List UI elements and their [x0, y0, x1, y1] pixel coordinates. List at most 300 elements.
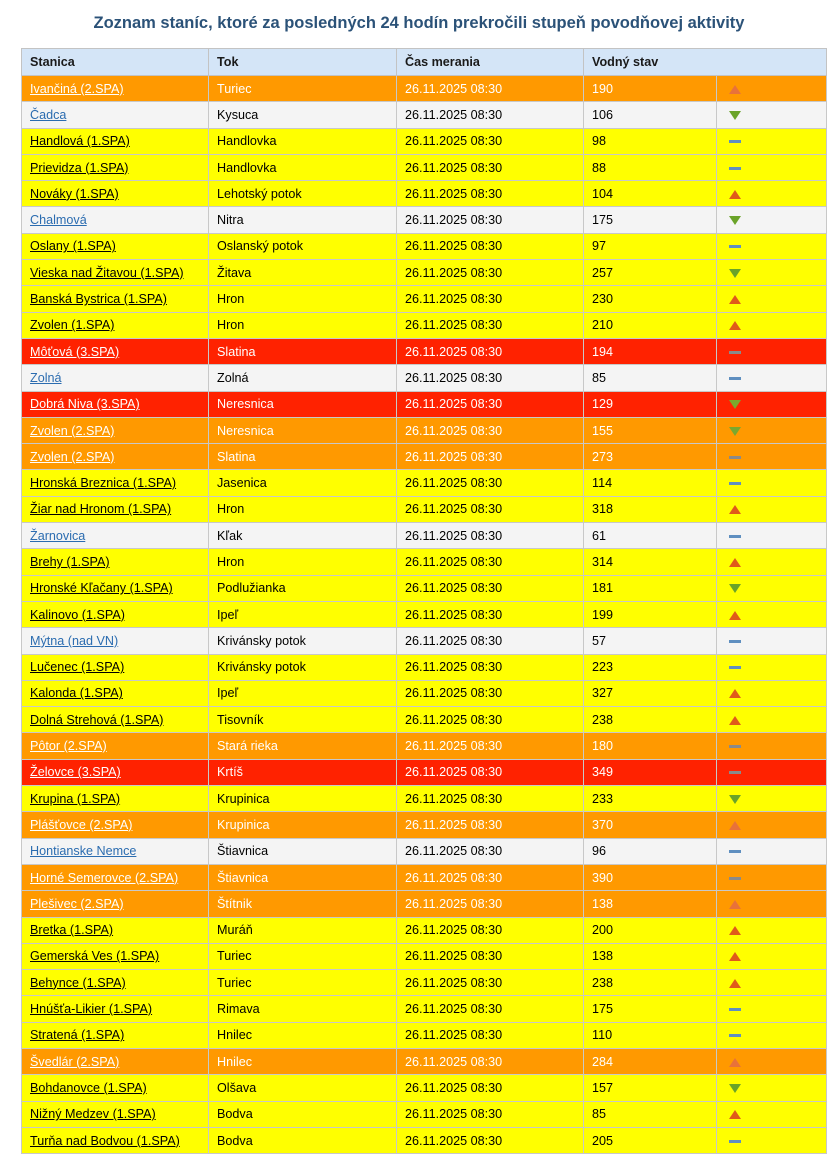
trend-cell [717, 891, 827, 917]
level-cell: 98 [584, 128, 717, 154]
river-cell: Handlovka [209, 128, 397, 154]
trend-cell [717, 549, 827, 575]
trend-up-icon [729, 295, 741, 304]
level-cell: 190 [584, 76, 717, 102]
station-link[interactable]: Plášťovce (2.SPA) [30, 817, 133, 832]
trend-up-icon [729, 979, 741, 988]
level-cell: 181 [584, 575, 717, 601]
trend-flat-icon [729, 1140, 741, 1143]
table-row [22, 733, 827, 759]
station-link[interactable]: Želovce (3.SPA) [30, 765, 121, 780]
river-cell: Turiec [209, 943, 397, 969]
river-cell: Slatina [209, 444, 397, 470]
table-row [22, 496, 827, 522]
level-cell: 210 [584, 312, 717, 338]
table-row [22, 391, 827, 417]
trend-up-icon [729, 900, 741, 909]
level-cell: 284 [584, 1048, 717, 1074]
table-row [22, 680, 827, 706]
station-cell [22, 444, 209, 470]
river-cell: Stará rieka [209, 733, 397, 759]
time-cell: 26.11.2025 08:30 [397, 654, 584, 680]
level-cell: 180 [584, 733, 717, 759]
river-cell: Turiec [209, 76, 397, 102]
station-cell [22, 286, 209, 312]
trend-cell [717, 654, 827, 680]
time-cell: 26.11.2025 08:30 [397, 1022, 584, 1048]
station-cell [22, 76, 209, 102]
river-cell: Kľak [209, 523, 397, 549]
table-row [22, 1048, 827, 1074]
table-row [22, 628, 827, 654]
station-cell [22, 207, 209, 233]
river-cell: Turiec [209, 970, 397, 996]
station-link[interactable]: Ivančiná (2.SPA) [30, 81, 124, 96]
station-cell [22, 917, 209, 943]
station-link[interactable]: Hontianske Nemce [30, 844, 137, 859]
table-row [22, 970, 827, 996]
trend-cell [717, 260, 827, 286]
table-row [22, 207, 827, 233]
level-cell: 97 [584, 233, 717, 259]
time-cell: 26.11.2025 08:30 [397, 207, 584, 233]
table-row [22, 76, 827, 102]
time-cell: 26.11.2025 08:30 [397, 181, 584, 207]
station-cell [22, 523, 209, 549]
time-cell: 26.11.2025 08:30 [397, 365, 584, 391]
trend-cell [717, 680, 827, 706]
table-row [22, 286, 827, 312]
column-header-station[interactable]: Stanica [22, 49, 209, 76]
station-cell [22, 891, 209, 917]
table-row [22, 260, 827, 286]
river-cell: Rimava [209, 996, 397, 1022]
trend-up-icon [729, 1058, 741, 1067]
river-cell: Bodva [209, 1101, 397, 1127]
station-cell [22, 338, 209, 364]
station-link[interactable]: Kalinovo (1.SPA) [30, 607, 125, 622]
level-cell: 138 [584, 943, 717, 969]
river-cell: Podlužianka [209, 575, 397, 601]
time-cell: 26.11.2025 08:30 [397, 891, 584, 917]
trend-cell [717, 1127, 827, 1153]
trend-cell [717, 391, 827, 417]
level-cell: 104 [584, 181, 717, 207]
trend-down-icon [729, 400, 741, 409]
column-header-river[interactable]: Tok [209, 49, 397, 76]
time-cell: 26.11.2025 08:30 [397, 917, 584, 943]
trend-up-icon [729, 321, 741, 330]
time-cell: 26.11.2025 08:30 [397, 338, 584, 364]
station-cell [22, 260, 209, 286]
station-cell [22, 1075, 209, 1101]
level-cell: 349 [584, 759, 717, 785]
station-link[interactable]: Zolná [30, 370, 62, 385]
trend-down-icon [729, 795, 741, 804]
trend-cell [717, 601, 827, 627]
time-cell: 26.11.2025 08:30 [397, 286, 584, 312]
table-row [22, 1075, 827, 1101]
station-link[interactable]: Pôtor (2.SPA) [30, 739, 107, 754]
river-cell: Hron [209, 286, 397, 312]
station-cell [22, 759, 209, 785]
station-link[interactable]: Turňa nad Bodvou (1.SPA) [30, 1133, 180, 1148]
station-cell [22, 601, 209, 627]
station-link[interactable]: Brehy (1.SPA) [30, 554, 110, 569]
time-cell: 26.11.2025 08:30 [397, 1101, 584, 1127]
time-cell: 26.11.2025 08:30 [397, 260, 584, 286]
table-row [22, 707, 827, 733]
trend-cell [717, 496, 827, 522]
river-cell: Krtíš [209, 759, 397, 785]
time-cell: 26.11.2025 08:30 [397, 391, 584, 417]
station-link[interactable]: Bohdanovce (1.SPA) [30, 1080, 147, 1095]
river-cell: Kysuca [209, 102, 397, 128]
time-cell: 26.11.2025 08:30 [397, 759, 584, 785]
level-cell: 238 [584, 970, 717, 996]
station-link[interactable]: Plešivec (2.SPA) [30, 896, 124, 911]
table-row [22, 891, 827, 917]
level-cell: 314 [584, 549, 717, 575]
station-cell [22, 864, 209, 890]
station-link[interactable]: Nováky (1.SPA) [30, 186, 119, 201]
trend-cell [717, 1101, 827, 1127]
table-row [22, 575, 827, 601]
trend-cell [717, 1022, 827, 1048]
station-link[interactable]: Krupina (1.SPA) [30, 791, 121, 806]
station-cell [22, 417, 209, 443]
level-cell: 157 [584, 1075, 717, 1101]
station-link[interactable]: Dobrá Niva (3.SPA) [30, 397, 140, 412]
time-cell: 26.11.2025 08:30 [397, 102, 584, 128]
trend-down-icon [729, 584, 741, 593]
river-cell: Hron [209, 312, 397, 338]
level-cell: 199 [584, 601, 717, 627]
trend-up-icon [729, 505, 741, 514]
station-cell [22, 786, 209, 812]
trend-cell [717, 181, 827, 207]
trend-flat-icon [729, 640, 741, 643]
station-link[interactable]: Dolná Strehová (1.SPA) [30, 712, 164, 727]
level-cell: 85 [584, 1101, 717, 1127]
trend-flat-icon [729, 535, 741, 538]
station-cell [22, 680, 209, 706]
station-cell [22, 233, 209, 259]
trend-cell [717, 523, 827, 549]
trend-flat-icon [729, 377, 741, 380]
time-cell: 26.11.2025 08:30 [397, 154, 584, 180]
table-row [22, 838, 827, 864]
station-link[interactable]: Handlová (1.SPA) [30, 134, 130, 149]
time-cell: 26.11.2025 08:30 [397, 996, 584, 1022]
time-cell: 26.11.2025 08:30 [397, 1127, 584, 1153]
station-cell [22, 628, 209, 654]
station-link[interactable]: Hronské Kľačany (1.SPA) [30, 581, 173, 596]
station-cell [22, 312, 209, 338]
station-cell [22, 943, 209, 969]
trend-cell [717, 417, 827, 443]
time-cell: 26.11.2025 08:30 [397, 943, 584, 969]
river-cell: Neresnica [209, 391, 397, 417]
trend-flat-icon [729, 666, 741, 669]
level-cell: 273 [584, 444, 717, 470]
time-cell: 26.11.2025 08:30 [397, 233, 584, 259]
trend-cell [717, 128, 827, 154]
station-link[interactable]: Zvolen (1.SPA) [30, 318, 115, 333]
river-cell: Nitra [209, 207, 397, 233]
table-row [22, 917, 827, 943]
station-cell [22, 575, 209, 601]
table-row [22, 996, 827, 1022]
station-link[interactable]: Gemerská Ves (1.SPA) [30, 949, 160, 964]
station-link[interactable]: Môťová (3.SPA) [30, 344, 120, 359]
river-cell: Krivánsky potok [209, 628, 397, 654]
station-link[interactable]: Prievidza (1.SPA) [30, 160, 129, 175]
river-cell: Hnilec [209, 1022, 397, 1048]
river-cell: Krivánsky potok [209, 654, 397, 680]
trend-flat-icon [729, 245, 741, 248]
table-row [22, 128, 827, 154]
river-cell: Muráň [209, 917, 397, 943]
station-cell [22, 812, 209, 838]
table-row [22, 312, 827, 338]
level-cell: 106 [584, 102, 717, 128]
station-link[interactable]: Hnúšťa-Likier (1.SPA) [30, 1002, 153, 1017]
trend-up-icon [729, 558, 741, 567]
river-cell: Neresnica [209, 417, 397, 443]
time-cell: 26.11.2025 08:30 [397, 76, 584, 102]
station-link[interactable]: Bretka (1.SPA) [30, 923, 114, 938]
trend-cell [717, 970, 827, 996]
trend-flat-icon [729, 456, 741, 459]
table-row [22, 759, 827, 785]
trend-cell [717, 312, 827, 338]
trend-up-icon [729, 716, 741, 725]
level-cell: 138 [584, 891, 717, 917]
trend-down-icon [729, 269, 741, 278]
table-row [22, 365, 827, 391]
time-cell: 26.11.2025 08:30 [397, 838, 584, 864]
station-cell [22, 470, 209, 496]
river-cell: Hnilec [209, 1048, 397, 1074]
trend-flat-icon [729, 482, 741, 485]
river-cell: Lehotský potok [209, 181, 397, 207]
time-cell: 26.11.2025 08:30 [397, 628, 584, 654]
table-row [22, 943, 827, 969]
station-cell [22, 707, 209, 733]
river-cell: Štiavnica [209, 838, 397, 864]
trend-flat-icon [729, 1008, 741, 1011]
time-cell: 26.11.2025 08:30 [397, 312, 584, 338]
time-cell: 26.11.2025 08:30 [397, 444, 584, 470]
trend-cell [717, 864, 827, 890]
river-cell: Ipeľ [209, 680, 397, 706]
river-cell: Žitava [209, 260, 397, 286]
time-cell: 26.11.2025 08:30 [397, 128, 584, 154]
time-cell: 26.11.2025 08:30 [397, 575, 584, 601]
table-row [22, 654, 827, 680]
river-cell: Bodva [209, 1127, 397, 1153]
level-cell: 327 [584, 680, 717, 706]
level-cell: 96 [584, 838, 717, 864]
river-cell: Ipeľ [209, 601, 397, 627]
station-link[interactable]: Vieska nad Žitavou (1.SPA) [30, 265, 184, 280]
station-cell [22, 391, 209, 417]
trend-cell [717, 733, 827, 759]
table-row [22, 549, 827, 575]
station-link[interactable]: Žarnovica [30, 528, 86, 543]
river-cell: Hron [209, 496, 397, 522]
trend-down-icon [729, 1084, 741, 1093]
trend-up-icon [729, 689, 741, 698]
river-cell: Jasenica [209, 470, 397, 496]
station-cell [22, 838, 209, 864]
river-cell: Handlovka [209, 154, 397, 180]
table-row [22, 233, 827, 259]
trend-flat-icon [729, 850, 741, 853]
river-cell: Štítnik [209, 891, 397, 917]
time-cell: 26.11.2025 08:30 [397, 864, 584, 890]
time-cell: 26.11.2025 08:30 [397, 970, 584, 996]
river-cell: Krupinica [209, 812, 397, 838]
station-link[interactable]: Zvolen (2.SPA) [30, 449, 115, 464]
river-cell: Zolná [209, 365, 397, 391]
trend-cell [717, 1048, 827, 1074]
time-cell: 26.11.2025 08:30 [397, 812, 584, 838]
station-cell [22, 1127, 209, 1153]
station-link[interactable]: Oslany (1.SPA) [30, 239, 116, 254]
station-cell [22, 733, 209, 759]
station-link[interactable]: Banská Bystrica (1.SPA) [30, 292, 167, 307]
river-cell: Olšava [209, 1075, 397, 1101]
column-header-level[interactable]: Vodný stav [584, 49, 827, 76]
trend-cell [717, 233, 827, 259]
level-cell: 390 [584, 864, 717, 890]
trend-cell [717, 365, 827, 391]
level-cell: 257 [584, 260, 717, 286]
trend-down-icon [729, 111, 741, 120]
level-cell: 110 [584, 1022, 717, 1048]
time-cell: 26.11.2025 08:30 [397, 1075, 584, 1101]
trend-flat-icon [729, 1034, 741, 1037]
station-link[interactable]: Stratená (1.SPA) [30, 1028, 125, 1043]
station-link[interactable]: Švedlár (2.SPA) [30, 1054, 120, 1069]
trend-down-icon [729, 427, 741, 436]
trend-down-icon [729, 216, 741, 225]
river-cell: Tisovník [209, 707, 397, 733]
trend-cell [717, 154, 827, 180]
trend-cell [717, 943, 827, 969]
table-row [22, 864, 827, 890]
station-link[interactable]: Lučenec (1.SPA) [30, 660, 125, 675]
river-cell: Krupinica [209, 786, 397, 812]
time-cell: 26.11.2025 08:30 [397, 680, 584, 706]
trend-cell [717, 759, 827, 785]
trend-cell [717, 838, 827, 864]
station-link[interactable]: Horné Semerovce (2.SPA) [30, 870, 179, 885]
trend-cell [717, 707, 827, 733]
trend-flat-icon [729, 771, 741, 774]
table-row [22, 444, 827, 470]
station-cell [22, 496, 209, 522]
river-cell: Slatina [209, 338, 397, 364]
station-link[interactable]: Nižný Medzev (1.SPA) [30, 1107, 156, 1122]
station-cell [22, 365, 209, 391]
station-link[interactable]: Kalonda (1.SPA) [30, 686, 123, 701]
table-row [22, 601, 827, 627]
trend-cell [717, 444, 827, 470]
table-row [22, 417, 827, 443]
station-link[interactable]: Mýtna (nad VN) [30, 633, 119, 648]
level-cell: 88 [584, 154, 717, 180]
time-cell: 26.11.2025 08:30 [397, 733, 584, 759]
level-cell: 175 [584, 207, 717, 233]
level-cell: 61 [584, 523, 717, 549]
column-header-time[interactable]: Čas merania [397, 49, 584, 76]
trend-flat-icon [729, 351, 741, 354]
trend-cell [717, 996, 827, 1022]
station-link[interactable]: Zvolen (2.SPA) [30, 423, 115, 438]
table-header-row [22, 49, 827, 76]
station-link[interactable]: Hronská Breznica (1.SPA) [30, 476, 177, 491]
table-row [22, 338, 827, 364]
river-cell: Hron [209, 549, 397, 575]
trend-cell [717, 812, 827, 838]
station-cell [22, 1022, 209, 1048]
trend-flat-icon [729, 745, 741, 748]
level-cell: 230 [584, 286, 717, 312]
level-cell: 318 [584, 496, 717, 522]
trend-cell [717, 470, 827, 496]
station-cell [22, 996, 209, 1022]
trend-up-icon [729, 952, 741, 961]
trend-up-icon [729, 611, 741, 620]
time-cell: 26.11.2025 08:30 [397, 470, 584, 496]
trend-cell [717, 786, 827, 812]
station-link[interactable]: Čadca [30, 107, 67, 122]
table-row [22, 470, 827, 496]
level-cell: 200 [584, 917, 717, 943]
station-link[interactable]: Chalmová [30, 213, 87, 228]
trend-cell [717, 575, 827, 601]
station-cell [22, 1101, 209, 1127]
table-row [22, 1127, 827, 1153]
level-cell: 370 [584, 812, 717, 838]
trend-flat-icon [729, 877, 741, 880]
trend-cell [717, 207, 827, 233]
trend-up-icon [729, 190, 741, 199]
table-row [22, 102, 827, 128]
trend-up-icon [729, 1110, 741, 1119]
page-title: Zoznam staníc, ktoré za posledných 24 hodín prekročili stupeň povodňovej aktivity [93, 14, 745, 32]
level-cell: 233 [584, 786, 717, 812]
station-cell [22, 181, 209, 207]
station-cell [22, 1048, 209, 1074]
level-cell: 223 [584, 654, 717, 680]
time-cell: 26.11.2025 08:30 [397, 523, 584, 549]
table-row [22, 812, 827, 838]
river-cell: Štiavnica [209, 864, 397, 890]
station-link[interactable]: Behynce (1.SPA) [30, 975, 126, 990]
trend-cell [717, 628, 827, 654]
time-cell: 26.11.2025 08:30 [397, 707, 584, 733]
level-cell: 85 [584, 365, 717, 391]
river-cell: Oslanský potok [209, 233, 397, 259]
station-link[interactable]: Žiar nad Hronom (1.SPA) [30, 502, 172, 517]
trend-up-icon [729, 85, 741, 94]
station-cell [22, 970, 209, 996]
station-cell [22, 549, 209, 575]
